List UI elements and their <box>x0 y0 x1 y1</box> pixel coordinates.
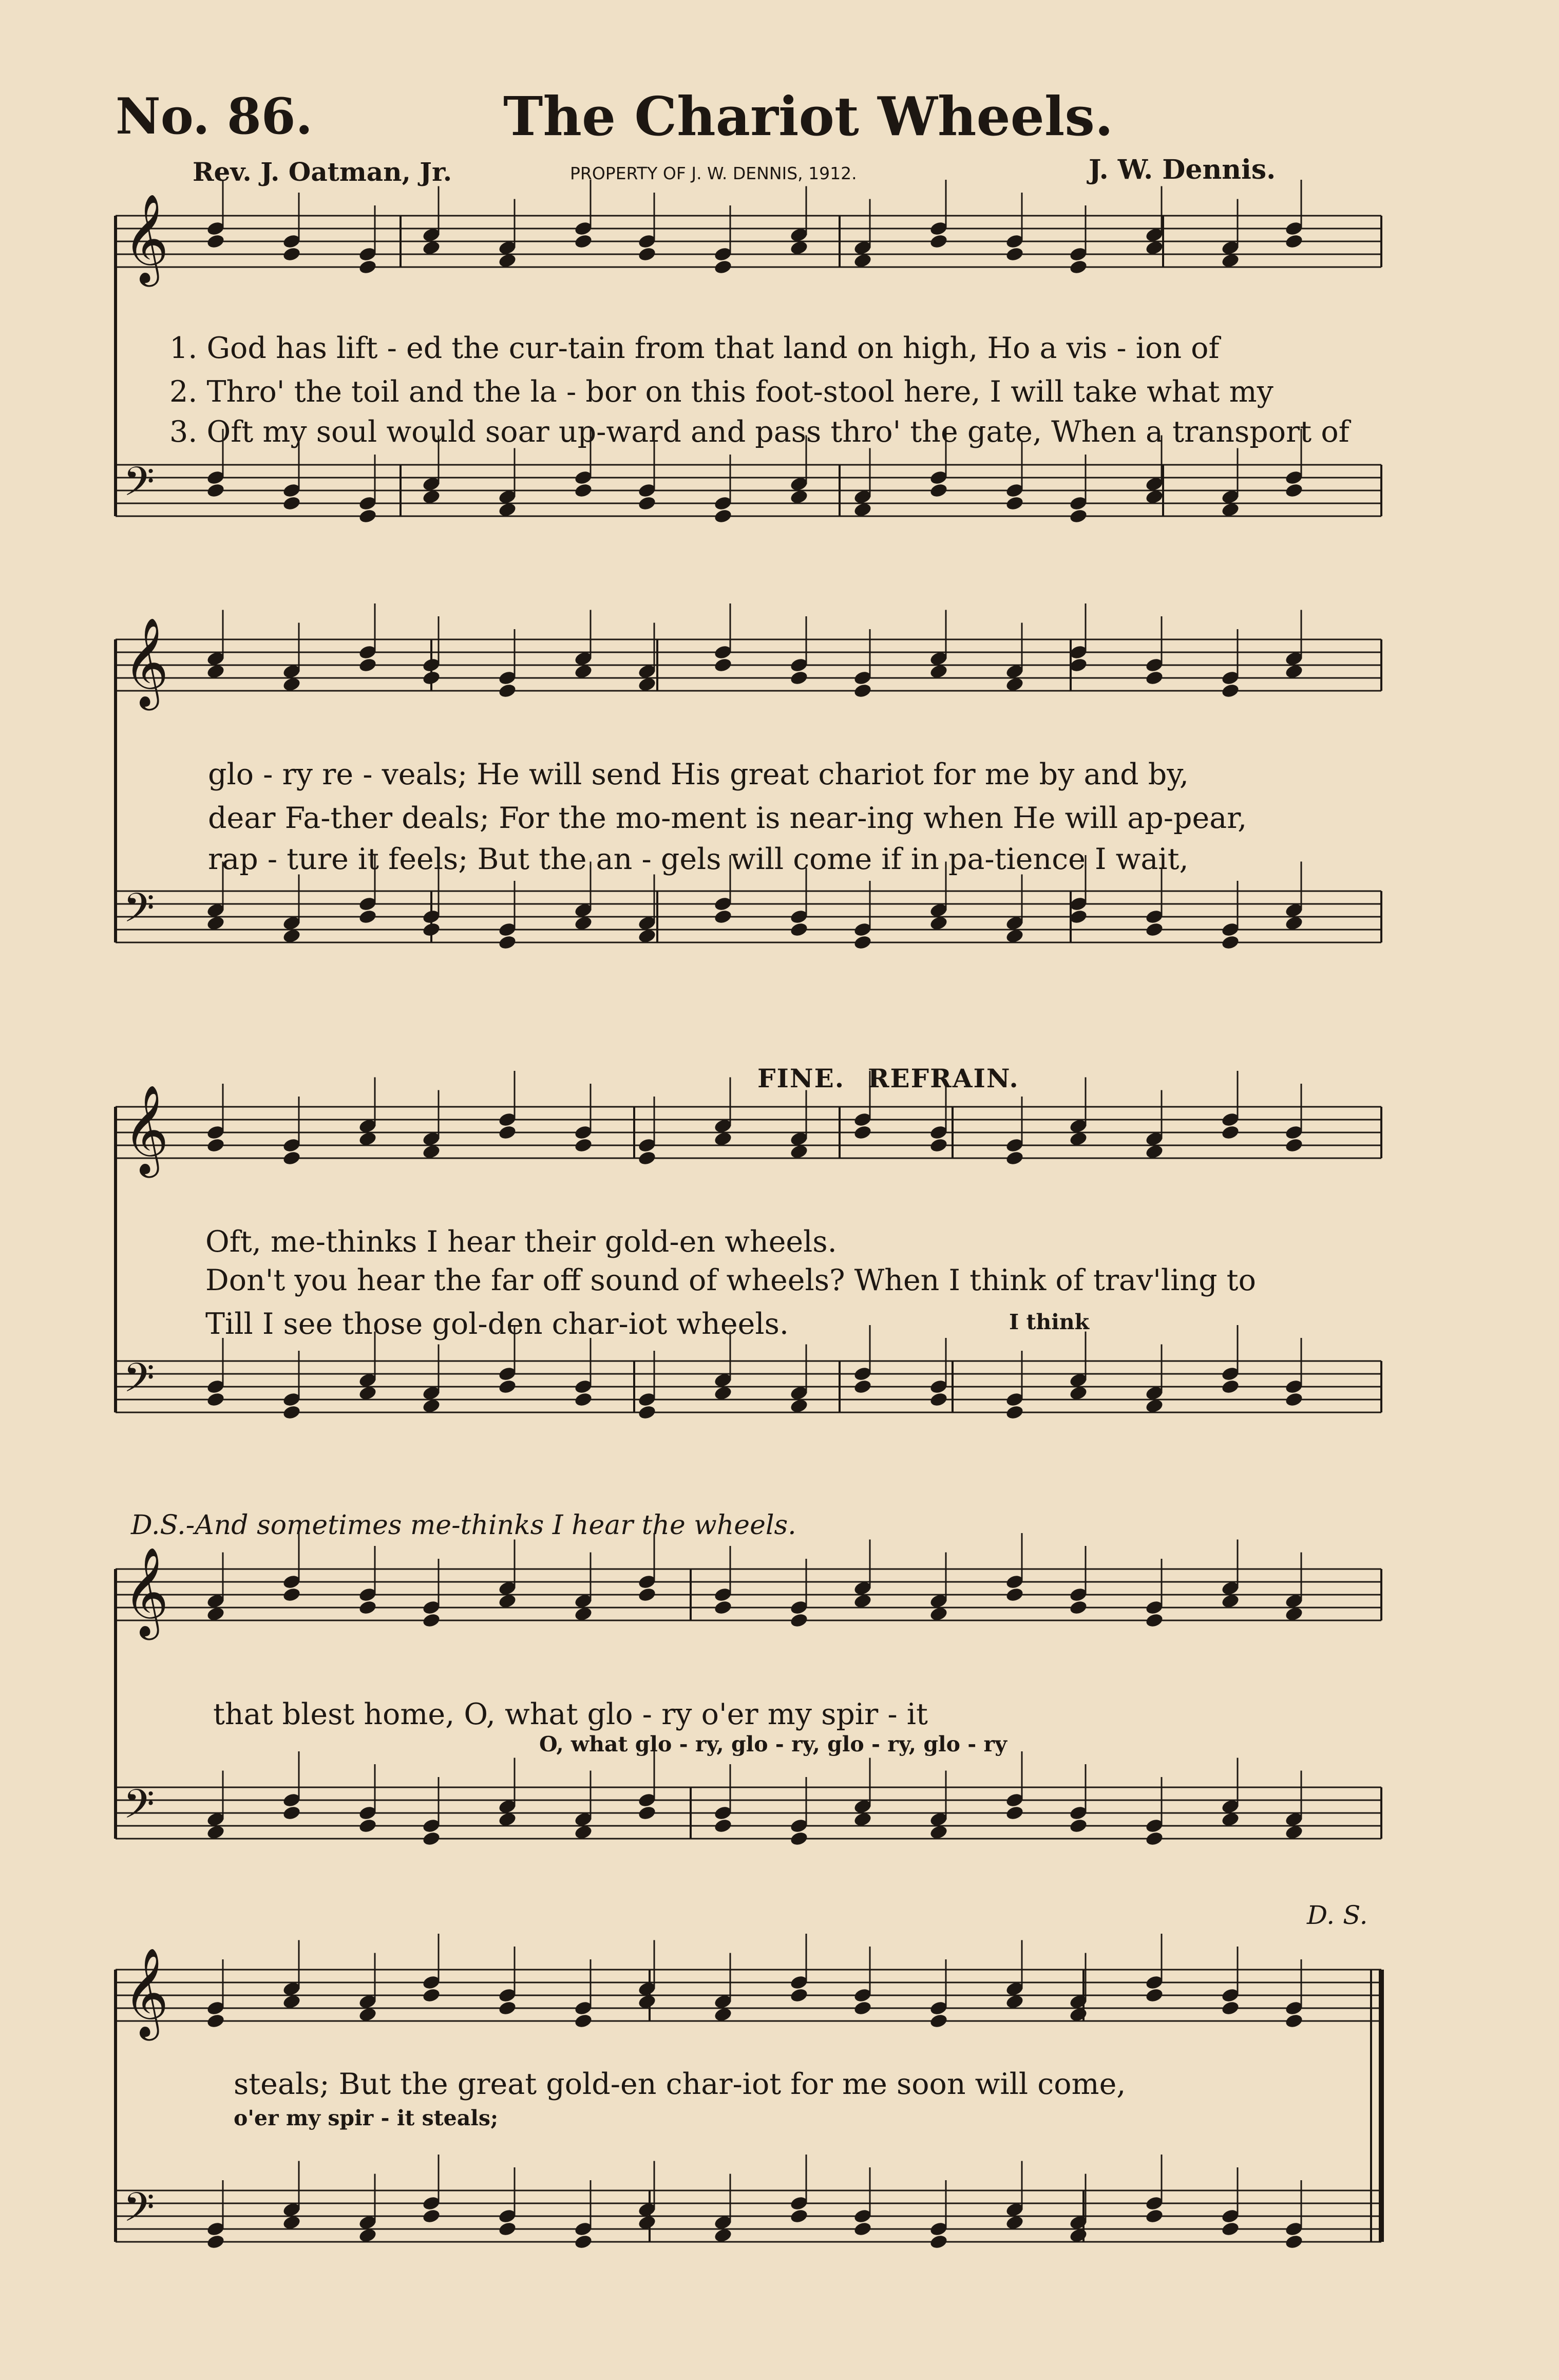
svg-text:𝄢: 𝄢 <box>123 459 155 515</box>
svg-text:𝄢: 𝄢 <box>123 1781 155 1838</box>
copyright-notice: PROPERTY OF J. W. DENNIS, 1912. <box>570 163 857 183</box>
svg-text:𝄞: 𝄞 <box>123 1948 169 2037</box>
composer: J. W. Dennis. <box>1089 154 1276 185</box>
svg-text:𝄢: 𝄢 <box>123 2184 155 2241</box>
svg-text:𝄞: 𝄞 <box>123 194 169 283</box>
lyricist: Rev. J. Oatman, Jr. <box>193 157 452 187</box>
verse1-line2: glo - ry re - veals; He will send His great chariot for me by and by, <box>208 758 1189 791</box>
refrain-line4: that blest home, O, what glo - ry o'er my spir - it <box>213 1697 928 1731</box>
svg-text:𝄞: 𝄞 <box>123 617 169 707</box>
ds-instruction: D.S.-And sometimes me-thinks I hear the wheels. <box>131 1510 796 1541</box>
verse3-line1: 3. Oft my soul would soar up-ward and pass thro' the gate, When a transport of <box>169 415 1349 449</box>
verse3-line2: rap - ture it feels; But the an - gels will come if in pa-tience I wait, <box>208 842 1189 876</box>
svg-text:𝄞: 𝄞 <box>123 1547 169 1636</box>
refrain-line1: Oft, me-thinks I hear their gold-en wheels. <box>205 1225 837 1259</box>
hymn-title: The Chariot Wheels. <box>503 85 1114 148</box>
refrain-marking: REFRAIN. <box>868 1063 1019 1093</box>
bass-echo-line4: O, what glo - ry, glo - ry, glo - ry, glo - ry <box>539 1732 1007 1756</box>
refrain-line2: Don't you hear the far off sound of wheels? When I think of trav'ling to <box>205 1263 1256 1297</box>
hymn-number: No. 86. <box>116 87 313 145</box>
refrain-line3: Till I see those gol-den char-iot wheels. <box>205 1307 789 1341</box>
verse2-line2: dear Fa-ther deals; For the mo-ment is near-ing when He will ap-pear, <box>208 801 1247 835</box>
svg-text:𝄢: 𝄢 <box>123 885 155 941</box>
bass-echo-line5: o'er my spir - it steals; <box>234 2106 499 2130</box>
verse2-line1: 2. Thro' the toil and the la - bor on this foot-stool here, I will take what my <box>169 375 1273 409</box>
bass-i-think: I think <box>1009 1310 1089 1334</box>
ds-marking: D. S. <box>1307 1900 1368 1930</box>
svg-text:𝄞: 𝄞 <box>123 1085 169 1174</box>
svg-text:𝄢: 𝄢 <box>123 1355 155 1411</box>
verse1-line1: 1. God has lift - ed the cur-tain from that land on high, Ho a vis - ion of <box>169 331 1220 365</box>
fine-marking: FINE. <box>757 1063 845 1093</box>
refrain-line5: steals; But the great gold-en char-iot for me soon will come, <box>234 2067 1126 2101</box>
